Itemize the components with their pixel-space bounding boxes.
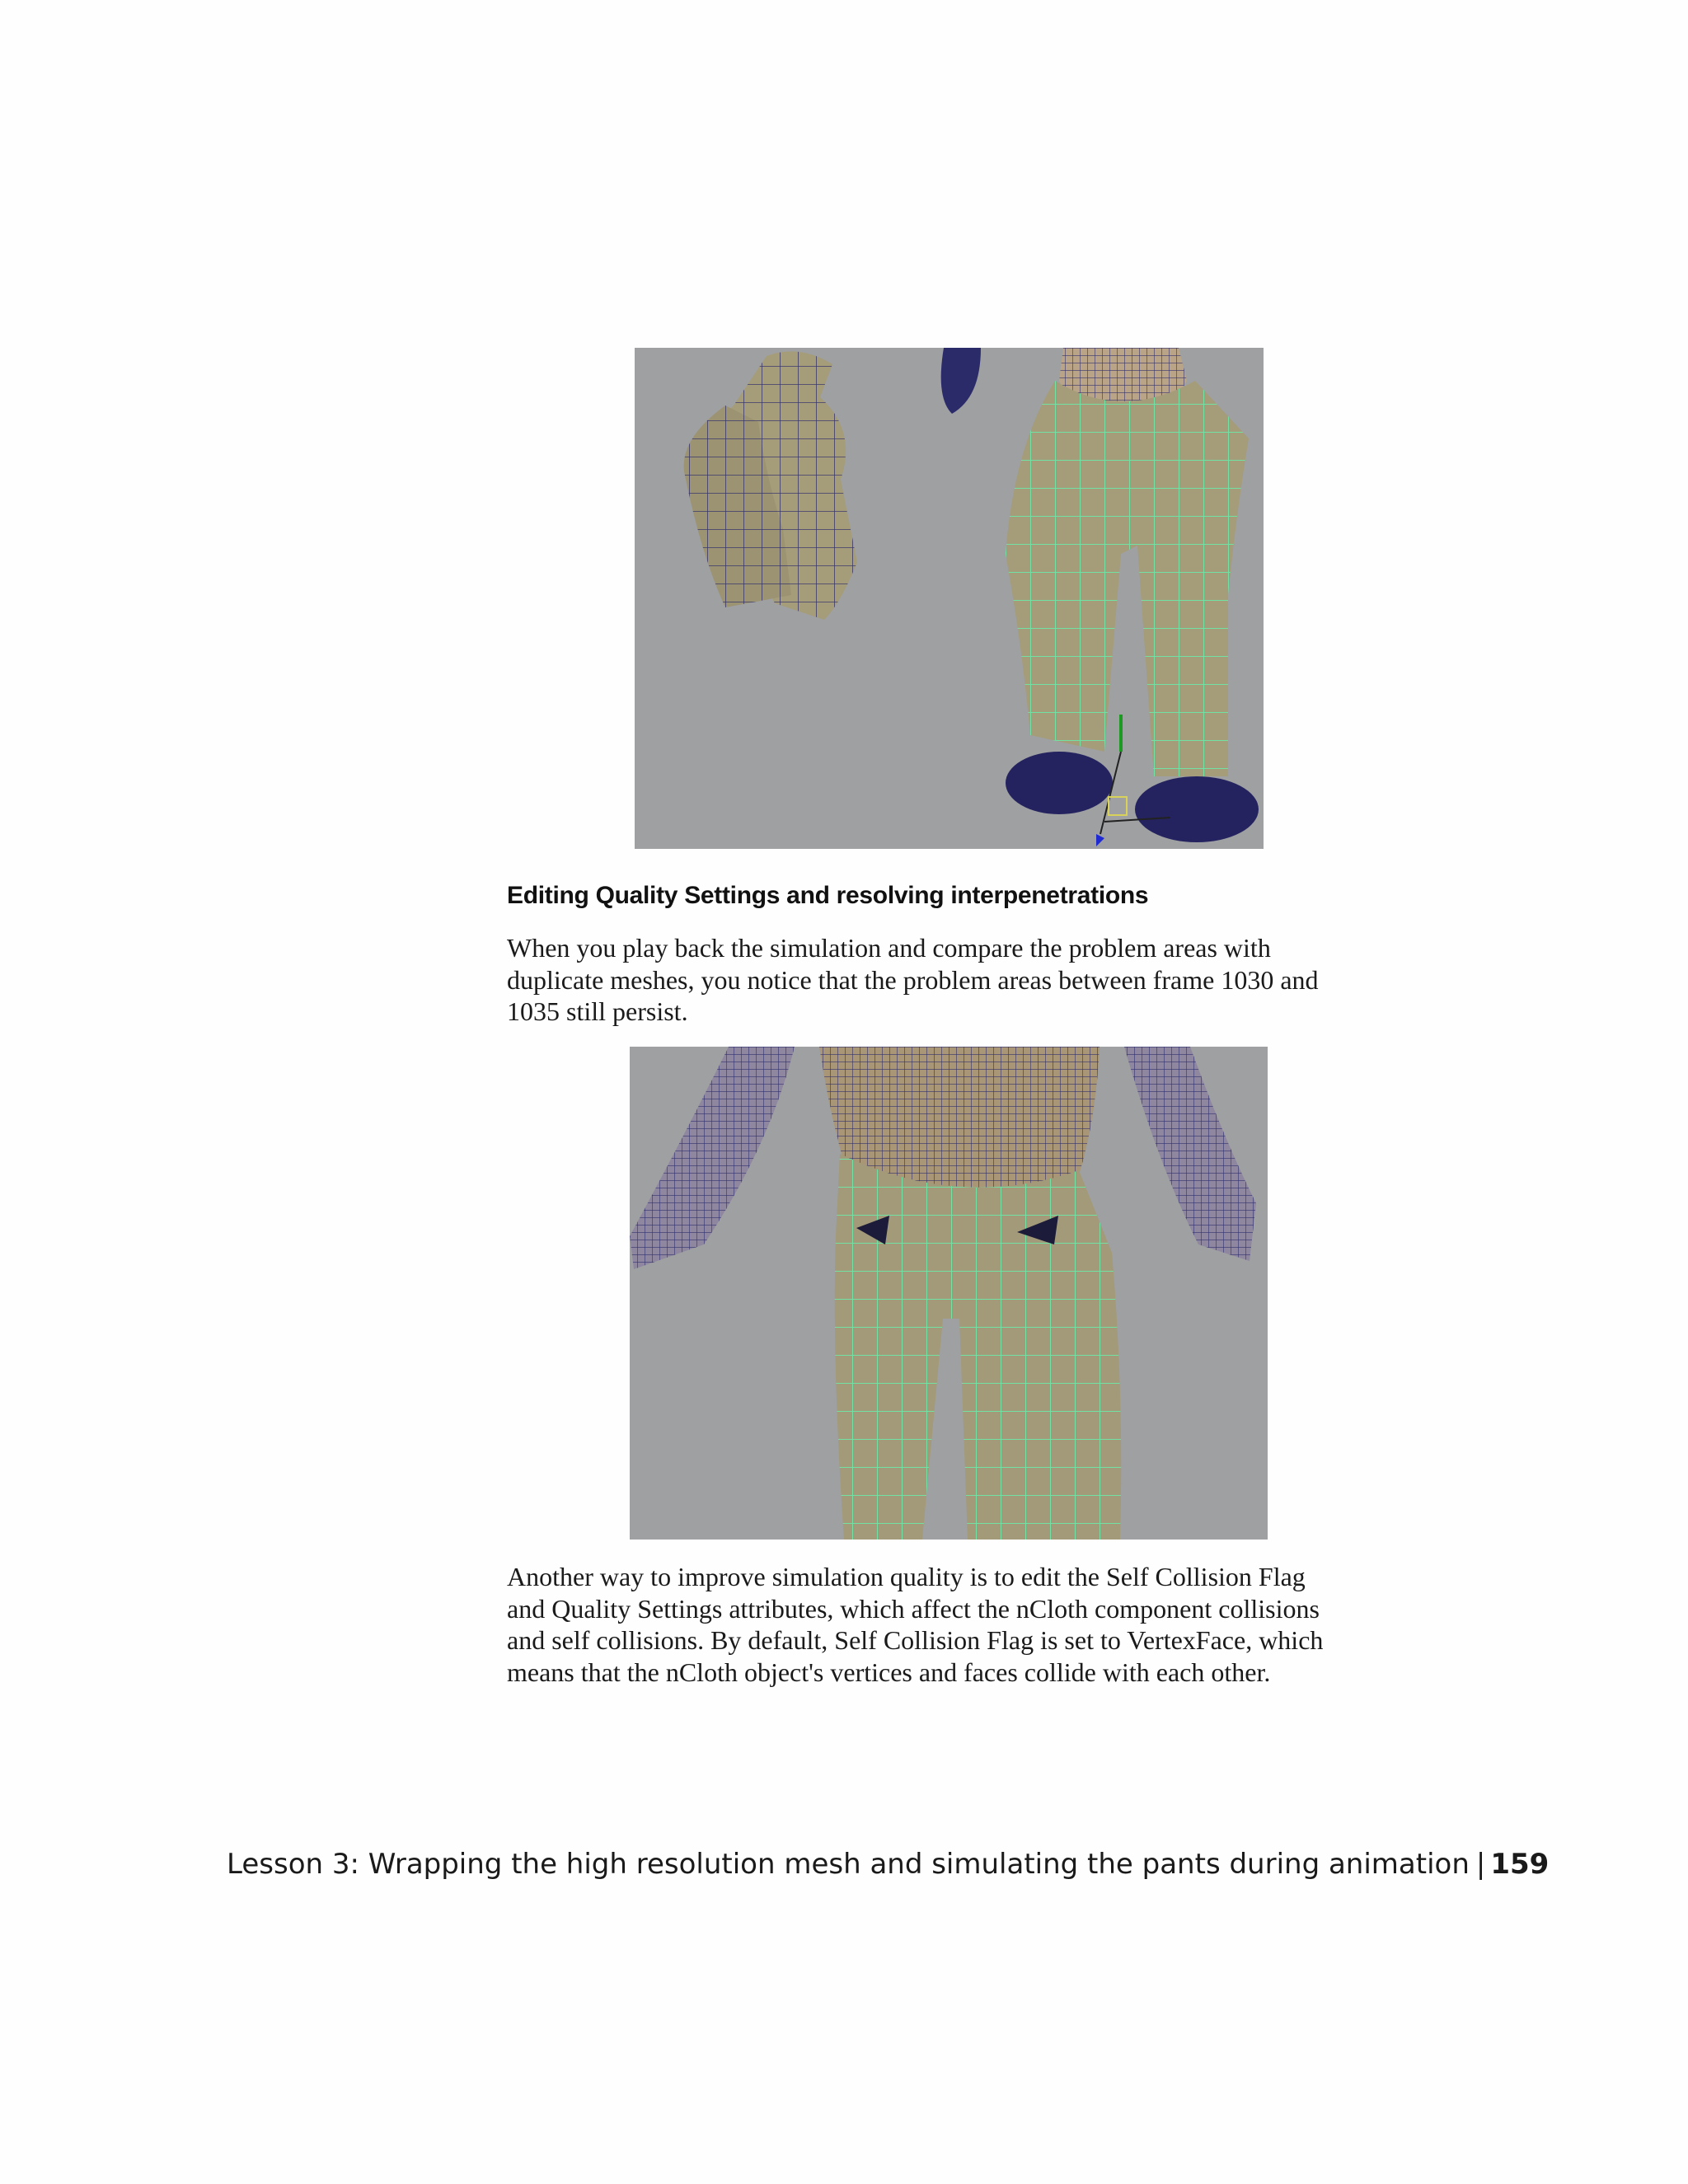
paragraph-line: duplicate meshes, you notice that the problem areas between frame 1030 and	[507, 964, 1319, 995]
paragraph-line: Another way to improve simulation quality is to edit the Self Collision Flag	[507, 1562, 1306, 1591]
figure-bottom-pants-interpenetration	[630, 1047, 1268, 1540]
section-heading: Editing Quality Settings and resolving interpenetrations	[507, 882, 1149, 909]
lesson-title: Lesson 3: Wrapping the high resolution mesh and simulating the pants during animation	[227, 1848, 1470, 1881]
paragraph-line: When you play back the simulation and compare the problem areas with	[507, 933, 1271, 963]
pants-interpenetration-render	[630, 1047, 1268, 1540]
figure-top-pants-comparison	[635, 348, 1264, 849]
body-paragraph	[507, 1561, 1397, 1688]
page-number: 159	[1490, 1848, 1550, 1881]
paragraph-line: means that the nCloth object's vertices and faces collide with each other.	[507, 1657, 1271, 1687]
page-footer	[227, 1848, 1550, 1881]
paragraph-line: 1035 still persist.	[507, 996, 688, 1026]
pants-comparison-render	[635, 348, 1264, 849]
footer-separator: |	[1475, 1848, 1486, 1881]
paragraph-line: and self collisions. By default, Self Collision Flag is set to VertexFace, which	[507, 1625, 1324, 1655]
intro-paragraph	[507, 932, 1397, 1028]
paragraph-line: and Quality Settings attributes, which affect the nCloth component collisions	[507, 1593, 1320, 1624]
